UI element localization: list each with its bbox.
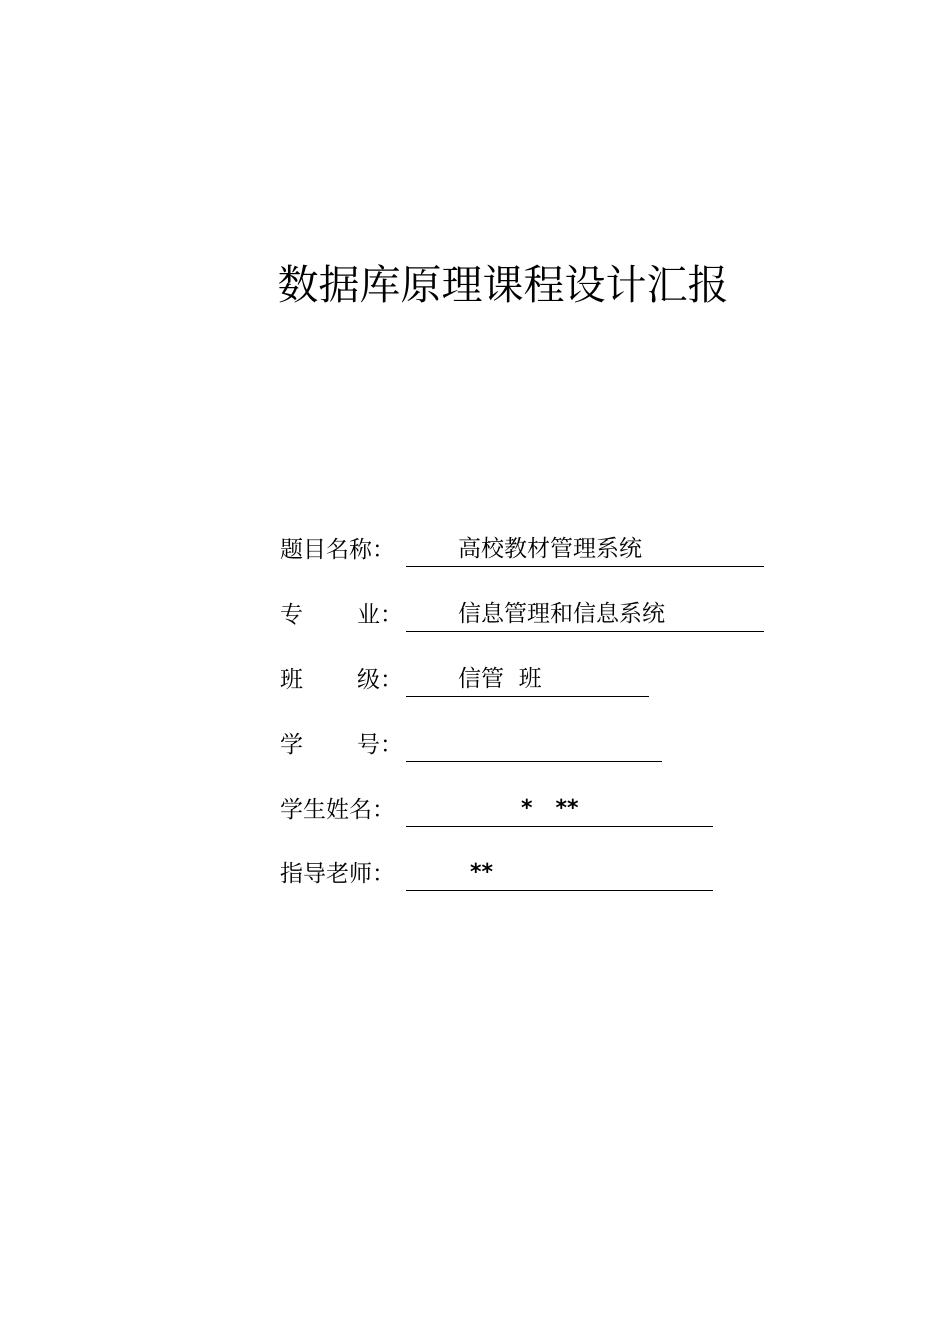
field-student-name-label: 学生姓名：: [280, 797, 395, 823]
field-class-line: [406, 663, 649, 697]
field-major-label: [280, 598, 406, 632]
field-major-label-char: 专: [280, 602, 303, 628]
field-class-label-suffix: 级：: [357, 667, 403, 693]
report-title: 数据库原理课程设计汇报: [277, 261, 729, 309]
field-topic-line: [406, 533, 764, 567]
field-major-line: [406, 598, 764, 632]
field-major-value: 信息管理和信息系统: [458, 601, 665, 627]
field-major-label-suffix: 业：: [357, 602, 403, 628]
field-student-id-label-char: 学: [280, 732, 303, 758]
field-class-label: [280, 663, 406, 697]
field-student-id-line: [406, 728, 662, 762]
field-advisor-label: 指导老师：: [280, 861, 395, 887]
field-topic-label: 题目名称：: [280, 537, 395, 563]
field-student-name-value: * **: [521, 796, 579, 821]
field-topic-value: 高校教材管理系统: [458, 536, 642, 562]
field-advisor-value: **: [470, 860, 494, 885]
field-class-value: 信管 班: [458, 666, 542, 692]
field-student-id-label: [280, 728, 406, 762]
field-student-id-label-suffix: 号：: [357, 732, 403, 758]
field-advisor-line: [406, 857, 713, 891]
field-class-label-char: 班: [280, 667, 303, 693]
field-student-name-line: [406, 793, 713, 827]
